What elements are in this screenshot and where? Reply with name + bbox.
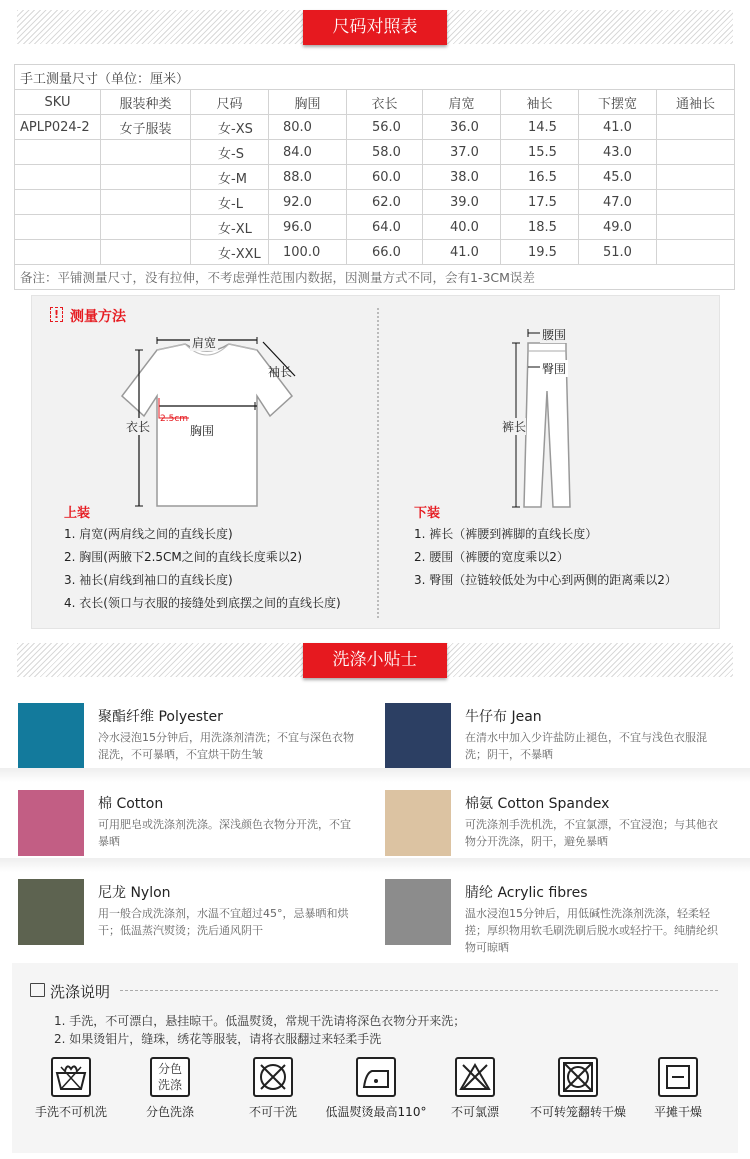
bottom-item: 2. 腰围（裤腰的宽度乘以2） (414, 550, 569, 564)
col-header: SKU (15, 90, 101, 115)
empty-cell (101, 140, 191, 165)
bottom-item: 1. 裤长（裤腰到裤脚的直线长度） (414, 527, 598, 541)
sleeve-cell: 19.5 (501, 240, 579, 265)
divider-shadow (0, 768, 750, 782)
empty-cell (15, 240, 101, 265)
alert-icon: ! (50, 307, 63, 322)
fabric-name: 牛仔布 Jean (465, 709, 542, 725)
no-dry-clean-icon (253, 1057, 293, 1097)
table-row (15, 215, 735, 240)
empty-cell (657, 240, 735, 265)
shoulder-cell: 40.0 (423, 215, 501, 240)
length-cell: 62.0 (347, 190, 423, 215)
fabric-item (18, 879, 378, 949)
table-header-row (15, 90, 735, 115)
wash-label: 手洗不可机洗 (34, 1105, 107, 1119)
length-cell: 66.0 (347, 240, 423, 265)
no-tumble-dry-icon (558, 1057, 598, 1097)
offset-label: 2.5cm (160, 414, 189, 424)
shoulder-cell: 38.0 (423, 165, 501, 190)
top-item: 3. 袖长(肩线到袖口的直线长度) (64, 573, 233, 587)
fabric-desc: 在清水中加入少许盐防止褪色，不宜与浅色衣服混洗；阴干，不暴晒 (465, 731, 707, 761)
empty-cell (657, 140, 735, 165)
size-cell: 女-XXL (191, 240, 269, 265)
col-header: 肩宽 (423, 90, 501, 115)
table-row (15, 190, 735, 215)
hand-wash-icon (51, 1057, 91, 1097)
empty-cell (657, 165, 735, 190)
size-cell: 女-L (191, 190, 269, 215)
shoulder-label: 肩宽 (192, 336, 217, 350)
fabric-name: 聚酯纤维 Polyester (98, 709, 223, 725)
waist-label: 腰围 (542, 328, 567, 342)
bottom-item: 3. 臀围（拉链较低处为中心到两侧的距离乘以2） (414, 573, 677, 587)
pants-diagram (502, 321, 592, 511)
acrylic-swatch (385, 879, 451, 945)
table-row (15, 165, 735, 190)
chest-cell: 100.0 (269, 240, 347, 265)
chest-cell: 92.0 (269, 190, 347, 215)
length-cell: 58.0 (347, 140, 423, 165)
empty-cell (101, 240, 191, 265)
nylon-swatch (18, 879, 84, 945)
col-header: 下摆宽 (579, 90, 657, 115)
no-bleach-icon (455, 1057, 495, 1097)
empty-cell (101, 190, 191, 215)
kind-cell: 女子服装 (101, 115, 191, 140)
col-header: 尺码 (191, 90, 269, 115)
col-header: 胸围 (269, 90, 347, 115)
measure-title: 测量方法 (70, 309, 126, 325)
empty-cell (101, 165, 191, 190)
table-row (15, 115, 735, 140)
length-cell: 60.0 (347, 165, 423, 190)
fabric-item (385, 703, 745, 773)
fabric-desc: 温水浸泡15分钟后，用低碱性洗涤剂洗涤，轻柔轻搓；厚织物用软毛刷洗刷后脱水或轻拧干。纯腈纶织物可晾晒 (465, 907, 718, 954)
instruction-line: 1. 手洗，不可漂白，悬挂晾干。低温熨烫，常规干洗请将深色衣物分开来洗； (54, 1014, 466, 1028)
bottom-title: 下装 (414, 506, 441, 521)
fabric-name: 尼龙 Nylon (98, 885, 171, 901)
col-header: 衣长 (347, 90, 423, 115)
sku-cell: APLP024-2 (15, 115, 101, 140)
hip-label: 臀围 (542, 362, 567, 376)
top-item: 4. 衣长(领口与衣服的接缝处到底摆之间的直线长度) (64, 596, 341, 610)
fabric-name: 棉氨 Cotton Spandex (465, 796, 610, 812)
size-table (14, 64, 735, 290)
empty-cell (657, 215, 735, 240)
fabric-name: 棉 Cotton (98, 796, 164, 812)
top-item: 1. 肩宽(两肩线之间的直线长度) (64, 527, 233, 541)
shoulder-cell: 39.0 (423, 190, 501, 215)
empty-cell (15, 190, 101, 215)
shoulder-cell: 36.0 (423, 115, 501, 140)
sleeve-cell: 16.5 (501, 165, 579, 190)
chest-cell: 88.0 (269, 165, 347, 190)
separate-color-icon: 分色 洗涤 (150, 1057, 190, 1097)
wash-label: 平摊干燥 (653, 1105, 702, 1119)
fabric-desc: 冷水浸泡15分钟后，用洗涤剂清洗；不宜与深色衣物混洗，不可暴晒，不宜烘干防生皱 (98, 731, 354, 761)
table-row (15, 240, 735, 265)
pants-length-label: 裤长 (502, 420, 527, 434)
fabric-item (385, 790, 745, 860)
top-item: 2. 胸围(两腋下2.5CM之间的直线长度乘以2) (64, 550, 303, 564)
fabric-desc: 用一般合成洗涤剂，水温不宜超过45°，忌暴晒和烘干；低温蒸汽熨烫；洗后通风阴干 (98, 907, 349, 937)
empty-cell (15, 140, 101, 165)
chest-label: 胸围 (190, 424, 215, 438)
tips-title: 洗涤小贴士 (303, 643, 447, 678)
empty-cell (15, 165, 101, 190)
flat-dry-icon (658, 1057, 698, 1097)
divider-shadow (0, 858, 750, 872)
cotton-spandex-swatch (385, 790, 451, 856)
hem-cell: 51.0 (579, 240, 657, 265)
hem-cell: 47.0 (579, 190, 657, 215)
chest-cell: 80.0 (269, 115, 347, 140)
sleeve-cell: 18.5 (501, 215, 579, 240)
hem-cell: 43.0 (579, 140, 657, 165)
wash-label: 低温熨烫最高110° (325, 1105, 427, 1119)
fabric-item (385, 879, 745, 954)
empty-cell (657, 190, 735, 215)
col-header: 通袖长 (657, 90, 735, 115)
sleeve-label: 袖长 (268, 365, 293, 379)
polyester-swatch (18, 703, 84, 769)
fabric-desc: 可用肥皂或洗涤剂洗涤。深浅颜色衣物分开洗，不宜暴晒 (98, 818, 351, 848)
size-cell: 女-XL (191, 215, 269, 240)
measure-panel (31, 295, 720, 629)
chest-cell: 96.0 (269, 215, 347, 240)
wash-label: 不可干洗 (248, 1105, 297, 1119)
hem-cell: 45.0 (579, 165, 657, 190)
top-title: 上装 (64, 506, 91, 521)
title-rule (120, 990, 718, 991)
empty-cell (657, 115, 735, 140)
sleeve-cell: 17.5 (501, 190, 579, 215)
cotton-swatch (18, 790, 84, 856)
fabric-name: 腈纶 Acrylic fibres (465, 885, 588, 901)
hem-cell: 41.0 (579, 115, 657, 140)
hem-cell: 49.0 (579, 215, 657, 240)
sleeve-cell: 14.5 (501, 115, 579, 140)
table-caption: 手工测量尺寸（单位：厘米） (15, 65, 735, 90)
shoulder-cell: 41.0 (423, 240, 501, 265)
size-cell: 女-M (191, 165, 269, 190)
shoulder-cell: 37.0 (423, 140, 501, 165)
table-row (15, 140, 735, 165)
wash-label: 不可氯漂 (450, 1105, 499, 1119)
size-cell: 女-S (191, 140, 269, 165)
chest-cell: 84.0 (269, 140, 347, 165)
length-cell: 56.0 (347, 115, 423, 140)
col-header: 袖长 (501, 90, 579, 115)
length-cell: 64.0 (347, 215, 423, 240)
panel-divider (377, 308, 379, 618)
instruction-line: 2. 如果烫钼片，缝珠，绣花等服装，请将衣服翻过来轻柔手洗 (54, 1032, 382, 1046)
table-note: 备注：平铺测量尺寸，没有拉伸，不考虑弹性范围内数据，因测量方式不同，会有1-3CM误差 (15, 265, 735, 290)
fabric-desc: 可洗涤剂手洗机洗，不宜氯漂，不宜浸泡；与其他衣物分开洗涤，阴干，避免暴晒 (465, 818, 718, 848)
empty-cell (101, 215, 191, 240)
edit-icon (30, 983, 45, 997)
col-header: 服装种类 (101, 90, 191, 115)
instructions-title: 洗涤说明 (50, 983, 111, 1001)
wash-label: 不可转笼翻转干燥 (529, 1105, 626, 1119)
wash-label: 分色洗涤 (145, 1105, 194, 1119)
size-cell: 女-XS (191, 115, 269, 140)
length-label: 衣长 (126, 420, 151, 434)
low-iron-icon (356, 1057, 396, 1097)
fabric-item (18, 790, 378, 860)
empty-cell (15, 215, 101, 240)
sleeve-cell: 15.5 (501, 140, 579, 165)
fabric-item (18, 703, 378, 773)
jean-swatch (385, 703, 451, 769)
page-title: 尺码对照表 (303, 10, 447, 45)
